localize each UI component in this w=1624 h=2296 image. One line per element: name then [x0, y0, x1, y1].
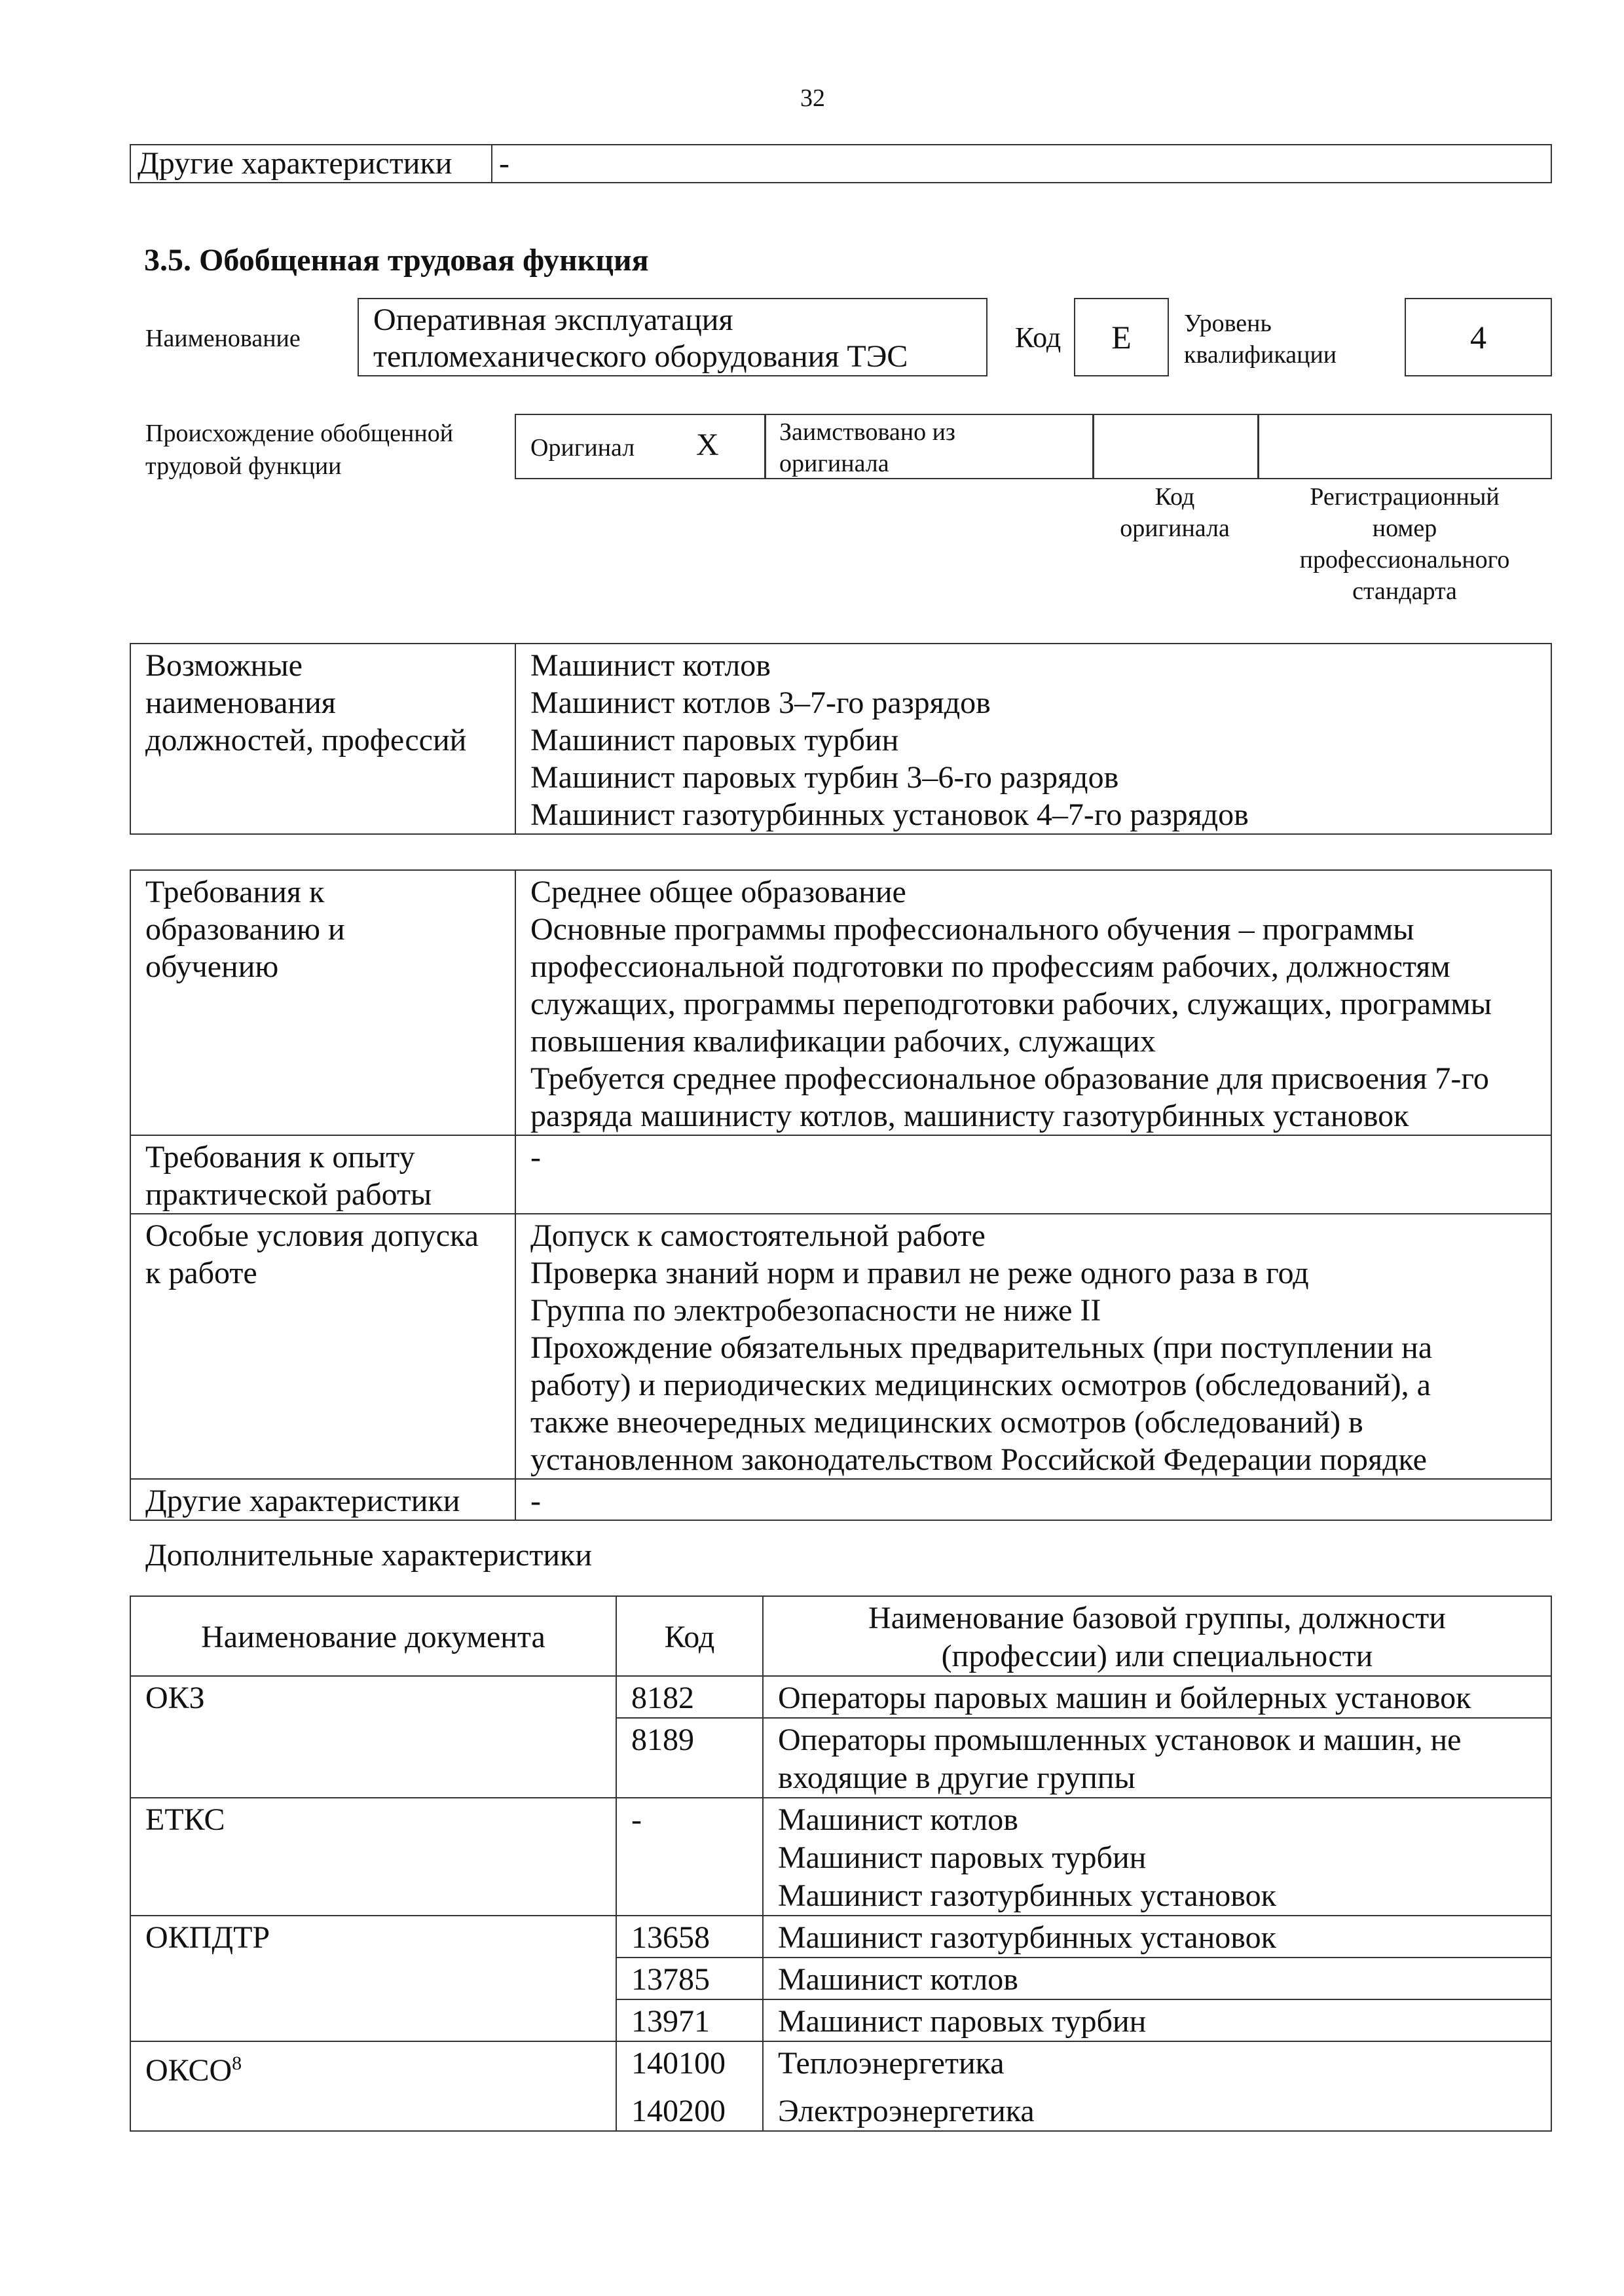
table-row: ОКСО$^8$ 140100 Теплоэнергетика [130, 2041, 1551, 2090]
additional-table [130, 1595, 1552, 2132]
section-heading: 3.5. Обобщенная трудовая функция [144, 243, 649, 278]
other-characteristics-label: Другие характеристики [130, 145, 492, 183]
requirements-table [130, 869, 1552, 1521]
code-original-caption: Код оригинала [1120, 483, 1230, 542]
table-row [130, 1135, 1551, 1214]
table-row: ОКЗ 8182 Операторы паровых машин и бойлерных установок [130, 1676, 1551, 1718]
original-label: Оригинал [530, 434, 635, 462]
level-label: Уровень квалификации [1184, 310, 1337, 369]
table-row [130, 870, 1551, 1135]
code-label: Код [1015, 321, 1061, 354]
list-item: Машинист котлов 3–7-го разрядов [530, 685, 991, 720]
positions-label: Возможные наименования должностей, профессий [130, 644, 515, 834]
requirement-value: Среднее общее образование Основные программы профессионального обучения – программы профессиональной подготовки по профессиям рабочих, должностям служащих, программы переподготовки рабочих, служащих, программы повышения квалификации рабочих, служащих Требуется среднее профессиональное образование для присвоения 7-го разряда машинисту котлов, машинисту газотурбинных установок [515, 870, 1551, 1135]
requirement-label: Особые условия допуска к работе [130, 1214, 515, 1479]
footnote-marker: 8 [232, 2052, 242, 2074]
table-row: ЕТКС - Машинист котлов Машинист паровых турбин Машинист газотурбинных установок [130, 1798, 1551, 1916]
origin-divider [1257, 414, 1259, 479]
positions-list [515, 644, 1551, 834]
origin-box [515, 414, 1552, 479]
original-mark: X [696, 428, 719, 462]
table-row: ОКПДТР 13658 Машинист газотурбинных установок [130, 1916, 1551, 1958]
requirement-value: - [515, 1135, 1551, 1214]
table-row: 13785 Машинист котлов [130, 1958, 1551, 1999]
level-value: 4 [1405, 298, 1552, 376]
list-item: Машинист газотурбинных установок 4–7-го разрядов [530, 797, 1249, 832]
name-value-line: Оперативная эксплуатация [373, 302, 733, 337]
column-header: Код [616, 1596, 763, 1676]
table-row: 140200 Электроэнергетика [130, 2090, 1551, 2131]
table-row [130, 1479, 1551, 1520]
top-other-characteristics-table [130, 144, 1552, 183]
list-item: Машинист паровых турбин 3–6-го разрядов [530, 760, 1119, 795]
table-row: 8189 Операторы промышленных установок и машин, не входящие в другие группы [130, 1718, 1551, 1798]
other-characteristics-value: - [492, 145, 1551, 183]
list-item: Машинист паровых турбин [530, 723, 899, 757]
borrowed-label: Заимствовано из оригинала [779, 418, 955, 477]
table-header-row [130, 1596, 1551, 1676]
requirement-label: Другие характеристики [130, 1479, 515, 1520]
origin-divider [764, 414, 766, 479]
origin-divider [1092, 414, 1094, 479]
name-value-box [358, 298, 987, 376]
requirement-value: - [515, 1479, 1551, 1520]
column-header: Наименование базовой группы, должности (профессии) или специальности [763, 1596, 1551, 1676]
requirement-label: Требования к опыту практической работы [130, 1135, 515, 1214]
table-row [130, 1214, 1551, 1479]
column-header: Наименование документа [130, 1596, 616, 1676]
reg-number-caption: Регистрационный номер профессионального стандарта [1299, 483, 1510, 605]
requirement-value: Допуск к самостоятельной работе Проверка знаний норм и правил не реже одного раза в год Группа по электробезопасности не ниже II Прохождение обязательных предварительных (при поступлении на работу) и периодических медицинских осмотров (обследований), а также внеочередных медицинских осмотров (обследований) в установленном законодательством Российской Федерации порядке [515, 1214, 1551, 1479]
requirement-label: Требования к образованию и обучению [130, 870, 515, 1135]
name-value-line: тепломеханического оборудования ТЭС [373, 339, 908, 374]
table-row: 13971 Машинист паровых турбин [130, 1999, 1551, 2041]
page-number: 32 [800, 84, 825, 112]
additional-title: Дополнительные характеристики [145, 1538, 593, 1573]
code-value: E [1074, 298, 1169, 376]
name-label: Наименование [145, 325, 301, 352]
list-item: Машинист котлов [530, 648, 771, 683]
origin-label: Происхождение обобщенной трудовой функции [145, 420, 454, 480]
positions-table [130, 643, 1552, 835]
